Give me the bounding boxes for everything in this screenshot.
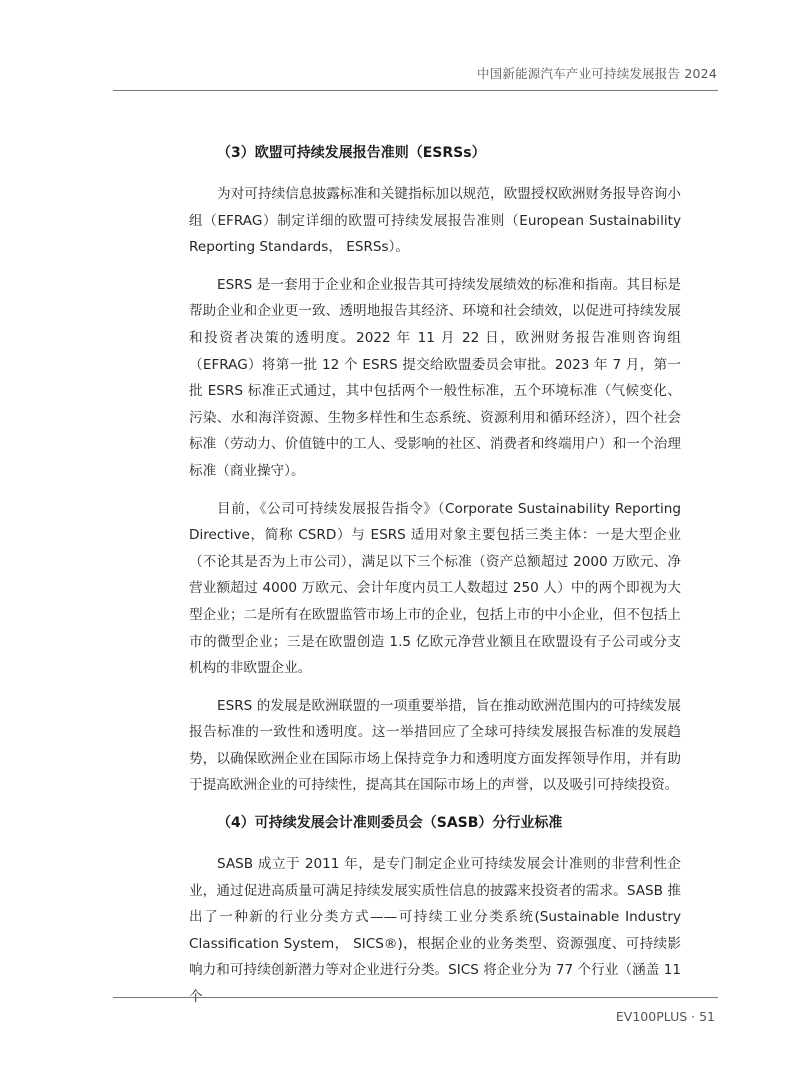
page-number: EV100PLUS · 51 (615, 1009, 715, 1024)
paragraph: 目前，《公司可持续发展报告指令》（Corporate Sustainability Reporting Directive，简称 CSRD）与 ESRS 适用对象主要包括三类主体：一是大型企业（不论其是否为上市公司），满足以下三个标准（资产总额超过 2000 万欧元、净营业额超过 4000 万欧元、会计年度内员工人数超过 250 人）中的两个即视为大型企业；二是所有在欧盟监管市场上市的企业，包括上市的中小企业，但不包括上市的微型企业；三是在欧盟创造 1.5 亿欧元净营业额且在欧盟设有子公司或分支机构的非欧盟企业。 (189, 500, 681, 677)
footer-divider (113, 997, 718, 998)
section-heading-sasb: （4）可持续发展会计准则委员会（SASB）分行业标准 (217, 815, 563, 832)
paragraph: SASB 成立于 2011 年，是专门制定企业可持续发展会计准则的非营利性企业，通过促进高质量可满足持续发展实质性信息的披露来投资者的需求。SASB 推出了一种新的行业分类方式——可持续工业分类系统(Sustainable Industry Classification System， SICS®)，根据企业的业务类型、资源强度、可持续影响力和可持续创新潜力等对企业进行分类。SICS 将企业分为 77 个行业（涵盖 11 个 (189, 856, 681, 1006)
paragraph: ESRS 是一套用于企业和企业报告其可持续发展绩效的标准和指南。其目标是帮助企业和企业更一致、透明地报告其经济、环境和社会绩效，以促进可持续发展和投资者决策的透明度。2022 年 11 月 22 日，欧洲财务报告准则咨询组（EFRAG）将第一批 12 个 ESRS 提交给欧盟委员会审批。2023 年 7 月，第一批 ESRS 标准正式通过，其中包括两个一般性标准，五个环境标准（气候变化、污染、水和海洋资源、生物多样性和生态系统、资源利用和循环经济），四个社会标准（劳动力、价值链中的工人、受影响的社区、消费者和终端用户）和一个治理标准（商业操守）。 (189, 276, 681, 479)
running-header-title: 中国新能源汽车产业可持续发展报告 2024 (477, 66, 717, 81)
paragraph: 为对可持续信息披露标准和关键指标加以规范，欧盟授权欧洲财务报导咨询小组（EFRAG）制定详细的欧盟可持续发展报告准则（European Sustainability Reporting Standards， ESRSs）。 (189, 186, 681, 256)
page-body (189, 140, 681, 1022)
header-divider (113, 90, 718, 91)
section-heading-esrs: （3）欧盟可持续发展报告准则（ESRSs） (217, 145, 486, 161)
paragraph: ESRS 的发展是欧洲联盟的一项重要举措，旨在推动欧洲范围内的可持续发展报告标准的一致性和透明度。这一举措回应了全球可持续发展报告标准的发展趋势，以确保欧洲企业在国际市场上保持竞争力和透明度方面发挥领导作用，并有助于提高欧洲企业的可持续性，提高其在国际市场上的声誉，以及吸引可持续投资。 (189, 697, 681, 794)
